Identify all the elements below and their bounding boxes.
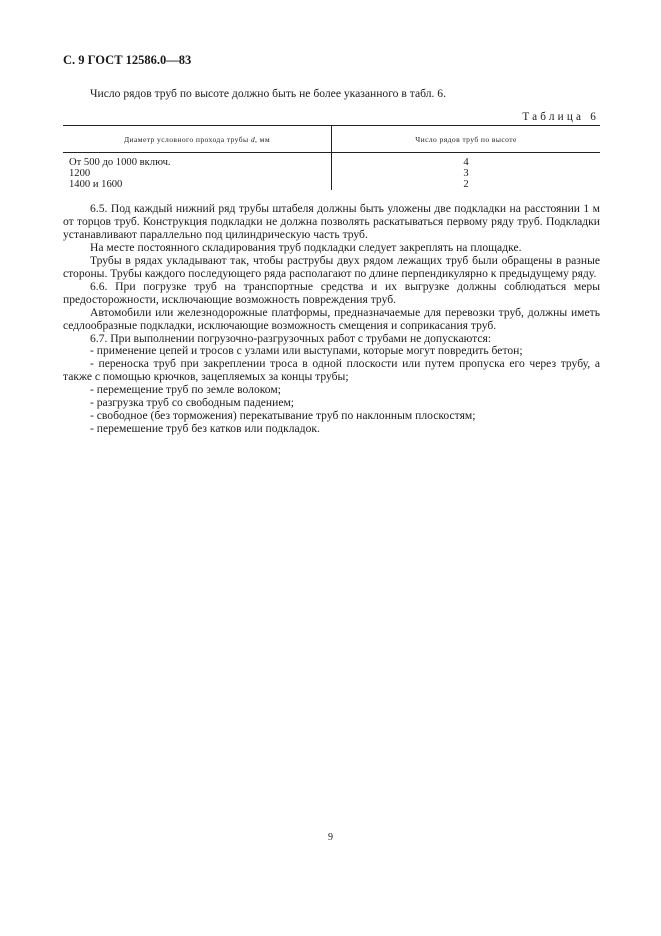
table-caption: Таблица 6 — [522, 111, 599, 123]
paragraph-6-6: 6.6. При погрузке труб на транспортные средства и их выгрузке должны соблюдаться меры предосторожности, исключающие возможность повреждения труб. — [63, 279, 600, 306]
cell-diameter: 1400 и 1600 — [63, 179, 332, 190]
table-row — [63, 168, 600, 179]
paragraph: На месте постоянного складирования труб подкладки следует закреплять на площадке. — [90, 240, 522, 254]
list-item: - свободное (без торможения) перекатывание труб по наклонным плоскостям; — [90, 409, 476, 423]
paragraph: Автомобили или железнодорожные платформы, предназначаемые для перевозки труб, должны иметь седлообразные подкладки, исключающие возможность смещения и соприкасания труб. — [63, 305, 600, 332]
body-text — [63, 203, 600, 436]
table-row — [63, 179, 600, 190]
cell-row-count: 3 — [463, 168, 469, 179]
column-header-diameter: Диаметр условного прохода трубы d, мм — [63, 126, 332, 153]
list-item: - применение цепей и тросов с узлами или выступами, которые могут повредить бетон; — [90, 344, 523, 358]
list-item: - разгрузка труб со свободным падением; — [90, 396, 295, 410]
list-item: - переноска труб при закреплении троса в одной плоскости или путем пропуска его через трубу, а также с помощью крючков, зацепляемых за концы трубы; — [63, 357, 600, 384]
paragraph-6-5: 6.5. Под каждый нижний ряд трубы штабеля должны быть уложены две подкладки на расстоянии 1 м от торцов труб. Конструкция подкладки не должна позволять раскатываться первому ряду труб. Подкладки устанавливают параллельно под цилиндрическую часть труб. — [63, 202, 600, 241]
page-header: С. 9 ГОСТ 12586.0—83 — [63, 53, 192, 67]
cell-row-count: 4 — [463, 157, 469, 168]
cell-row-count: 2 — [463, 179, 469, 190]
cell-diameter: 1200 — [63, 168, 332, 179]
table-header-row — [63, 126, 600, 153]
intro-text: Число рядов труб по высоте должно быть не более указанного в табл. 6. — [90, 87, 446, 100]
cell-diameter: От 500 до 1000 включ. — [63, 153, 332, 169]
column-header-row-count: Число рядов труб по высоте — [332, 126, 601, 153]
paragraph-6-7: 6.7. При выполнении погрузочно-разгрузочных работ с трубами не допускаются: — [90, 331, 492, 345]
diameter-variable: d — [250, 134, 256, 144]
list-item: - перемешение труб без катков или подкладок. — [90, 422, 320, 436]
table-row — [63, 153, 600, 169]
paragraph: Трубы в рядах укладывают так, чтобы раструбы двух рядом лежащих труб были обращены в разные стороны. Трубы каждого последующего ряда располагают по длине перпендикулярно к предыдущему ряду. — [63, 253, 600, 280]
pipe-rows-table — [63, 125, 600, 190]
list-item: - перемещение труб по земле волоком; — [90, 383, 281, 397]
page-number: 9 — [328, 832, 333, 843]
